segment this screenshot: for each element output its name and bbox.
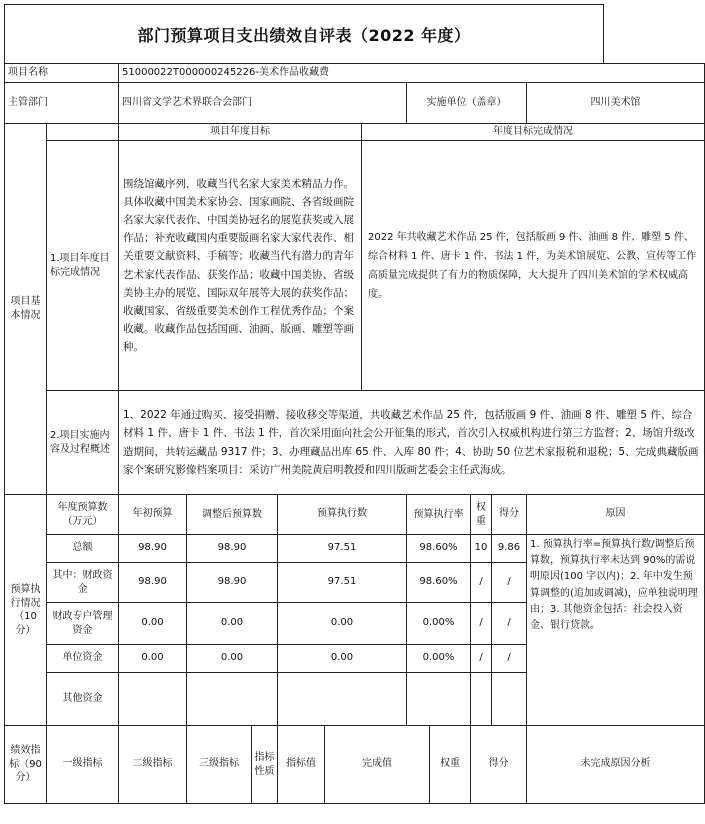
project-name-value: 51000022T000000245226-美术作品收藏费 <box>119 64 705 83</box>
budget-row-label: 其他资金 <box>47 673 119 726</box>
goal-row <box>5 141 705 391</box>
budget-adjusted-cell: 98.90 <box>187 563 278 603</box>
budget-initial-cell <box>119 673 187 726</box>
unit-value: 四川美术馆 <box>527 83 705 124</box>
budget-adjusted-cell: 98.90 <box>187 535 278 563</box>
goal-col-header: 项目年度目标 <box>119 124 362 141</box>
budget-reason-note: 1. 预算执行率=预算执行数/调整后预算数，预算执行率未达到 90%的需说明原因(100 字以内)；2. 年中发生预算调整的(追加或调减)，应单独说明理由；3. 其他资金包括：社会投入资金、银行贷款。 <box>527 535 705 726</box>
budget-rate-cell: 0.00% <box>407 603 471 645</box>
perf-section-label: 绩效指标（90 分） <box>5 726 47 804</box>
budget-initial-cell: 0.00 <box>119 645 187 673</box>
budget-rate-cell: 0.00% <box>407 645 471 673</box>
budget-section-label: 预算执行情况（10 分） <box>5 495 47 726</box>
budget-adjusted-cell <box>187 673 278 726</box>
perf-header-l2: 二级指标 <box>119 726 187 804</box>
budget-header-initial: 年初预算 <box>119 495 187 535</box>
done-col-header: 年度目标完成情况 <box>362 124 705 141</box>
budget-rate-cell <box>407 673 471 726</box>
impl-row-label: 2.项目实施内容及过程概述 <box>47 391 119 495</box>
budget-rate-cell: 98.60% <box>407 563 471 603</box>
budget-executed-cell: 97.51 <box>278 563 407 603</box>
dept-label: 主管部门 <box>5 83 119 124</box>
budget-initial-cell: 98.90 <box>119 563 187 603</box>
unit-label: 实施单位（盖章） <box>407 83 527 124</box>
basic-info-label: 项目基本情况 <box>5 124 47 495</box>
budget-adjusted-cell: 0.00 <box>187 603 278 645</box>
budget-header-executed: 预算执行数 <box>278 495 407 535</box>
form-title-box <box>4 4 604 64</box>
perf-header-weight: 权重 <box>430 726 471 804</box>
budget-weight-cell: / <box>471 563 492 603</box>
budget-score-cell: / <box>492 645 527 673</box>
budget-executed-cell: 0.00 <box>278 603 407 645</box>
budget-adjusted-cell: 0.00 <box>187 645 278 673</box>
dept-row <box>5 83 705 124</box>
impl-text: 1、2022 年通过购买、接受捐赠、接收移交等渠道，共收藏艺术作品 25 件，包括版画 9 件、油画 8 件、雕塑 5 件、综合材料 1 件、唐卡 1 件、书法 1 件，首次采用面向社会公开征集的形式，首次引入权威机构进行第三方监督；2、场馆升级改造期间，共转运藏品 9317 件；3、办理藏品出库 65 件、入库 80 件；4、协助 50 位艺术家报税和退税；5、完成典藏版画家个案研究影像档案项目：采访广州美院黄启明教授和四川版画艺委会主任武海成。 <box>119 391 705 495</box>
basic-info-blank <box>47 124 119 141</box>
perf-header-l1: 一级指标 <box>47 726 119 804</box>
budget-header-adjusted: 调整后预算数 <box>187 495 278 535</box>
budget-initial-cell: 0.00 <box>119 603 187 645</box>
done-text: 2022 年共收藏艺术作品 25 件，包括版画 9 件、油画 8 件、雕塑 5 件、综合材料 1 件、唐卡 1 件、书法 1 件，为美术馆展览、公教、宣传等工作高质量完成提供了有力的物质保障，大大提升了四川美术馆的学术权威高度。 <box>362 141 705 391</box>
form-title: 部门预算项目支出绩效自评表（2022 年度） <box>137 25 471 45</box>
budget-row-label: 其中：财政资金 <box>47 563 119 603</box>
basic-info-header-row <box>5 124 705 141</box>
budget-initial-cell: 98.90 <box>119 535 187 563</box>
project-name-row <box>5 64 705 83</box>
perf-header-nature: 指标性质 <box>252 726 278 804</box>
budget-weight-cell: 10 <box>471 535 492 563</box>
perf-header-value: 指标值 <box>278 726 325 804</box>
budget-score-cell: / <box>492 603 527 645</box>
evaluation-table <box>4 63 705 804</box>
budget-score-cell <box>492 673 527 726</box>
goal-row-label: 1.项目年度目标完成情况 <box>47 141 119 391</box>
budget-header-score: 得分 <box>492 495 527 535</box>
perf-header-done: 完成值 <box>325 726 430 804</box>
goal-text: 围绕馆藏序列，收藏当代名家大家美术精品力作。具体收藏中国美术家协会、国家画院、各省级画院名家大家代表作、中国美协冠名的展览获奖或入展作品；补充收藏国内重要版画名家大家代表作、相关重要文献资料、手稿等；收藏当代有潜力的青年艺术家代表作品、获奖作品；收藏中国美协、省级美协主办的展览、国际双年展等大展的获奖作品；收藏国家、省级重要美术创作工程优秀作品；个案收藏。收藏作品包括国画、油画、版画、雕塑等画种。 <box>119 141 362 391</box>
budget-weight-cell <box>471 673 492 726</box>
budget-header-reason: 原因 <box>527 495 705 535</box>
perf-header-row <box>5 726 705 804</box>
budget-row-label: 单位资金 <box>47 645 119 673</box>
budget-header-item: 年度预算数（万元） <box>47 495 119 535</box>
budget-executed-cell: 97.51 <box>278 535 407 563</box>
project-name-label: 项目名称 <box>5 64 119 83</box>
budget-header-rate: 预算执行率 <box>407 495 471 535</box>
budget-header-row <box>5 495 705 535</box>
budget-rate-cell: 98.60% <box>407 535 471 563</box>
budget-row-label: 总额 <box>47 535 119 563</box>
budget-executed-cell: 0.00 <box>278 645 407 673</box>
perf-header-l3: 三级指标 <box>187 726 252 804</box>
perf-header-score: 得分 <box>471 726 527 804</box>
dept-value: 四川省文学艺术界联合会部门 <box>119 83 407 124</box>
perf-header-reason: 未完成原因分析 <box>527 726 705 804</box>
budget-weight-cell: / <box>471 603 492 645</box>
budget-row-label: 财政专户管理资金 <box>47 603 119 645</box>
budget-row-total <box>5 535 705 563</box>
budget-header-weight: 权重 <box>471 495 492 535</box>
budget-score-cell: / <box>492 563 527 603</box>
budget-score-cell: 9.86 <box>492 535 527 563</box>
budget-executed-cell <box>278 673 407 726</box>
budget-weight-cell: / <box>471 645 492 673</box>
impl-row <box>5 391 705 495</box>
